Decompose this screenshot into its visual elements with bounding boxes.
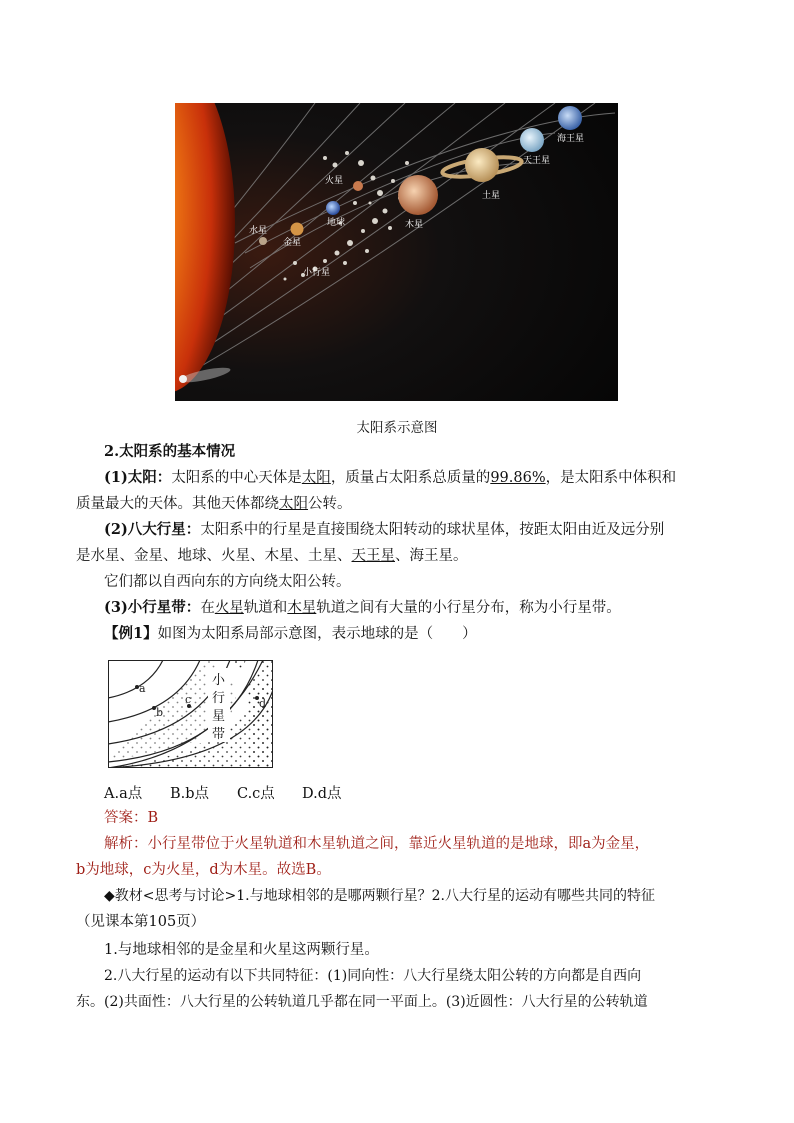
- venus: [291, 223, 304, 236]
- diagram-point-c: c: [185, 693, 192, 706]
- label-mars: 火星: [325, 176, 344, 186]
- para-asteroid-belt: (3)小行星带：在火星轨道和木星轨道之间有大量的小行星分布，称为小行星带。: [104, 599, 621, 616]
- para-sun-line1: (1)太阳：太阳系的中心天体是太阳，质量占太阳系总质量的99.86%，是太阳系中体积和: [104, 469, 677, 486]
- label-uranus: 天王星: [523, 156, 551, 166]
- label-asteroid: 小行星: [303, 268, 331, 278]
- option-c: C.c点: [237, 786, 275, 802]
- para-revolution: 它们都以自西向东的方向绕太阳公转。: [104, 574, 351, 590]
- blank-sun-2: 太阳: [279, 496, 308, 512]
- para-planets-line1: (2)八大行星：太阳系中的行星是直接围绕太阳转动的球状星体，按距太阳由近及远分别: [104, 521, 665, 538]
- answer-text: 答案：B: [104, 810, 159, 826]
- textbook-answer2-line2: 东。(2)共面性：八大行星的公转轨道几乎都在同一平面上。(3)近圆性：八大行星的公转轨道: [76, 994, 648, 1010]
- band-char-3: 星: [212, 709, 226, 724]
- label-venus: 金星: [283, 238, 302, 248]
- blank-jupiter: 木星: [287, 600, 317, 616]
- label-jupiter: 木星: [405, 220, 424, 230]
- mercury: [259, 237, 267, 245]
- neptune: [558, 106, 582, 130]
- textbook-answer1: 1.与地球相邻的是金星和火星这两颗行星。: [104, 942, 379, 958]
- label-earth: 地球: [327, 218, 346, 228]
- section-heading: 2.太阳系的基本情况: [104, 443, 236, 460]
- option-a: A.a点: [104, 786, 143, 802]
- orbit-diagram: [108, 660, 273, 768]
- diagram-point-a: a: [139, 682, 146, 695]
- para-sun-line2: 质量最大的天体。其他天体都绕太阳公转。: [76, 496, 352, 512]
- label-neptune: 海王星: [557, 134, 585, 144]
- label-saturn: 土星: [482, 191, 501, 201]
- band-char-4: 带: [212, 727, 226, 742]
- example-tag: 【例1】: [104, 625, 158, 642]
- blank-uranus: 天王星: [351, 548, 395, 564]
- option-d: D.d点: [302, 786, 342, 802]
- earth: [326, 201, 340, 215]
- blank-mars: 火星: [214, 600, 244, 616]
- diagram-point-b: b: [156, 706, 164, 719]
- analysis-line1: 解析：小行星带位于火星轨道和木星轨道之间，靠近火星轨道的是地球，即a为金星，: [104, 836, 650, 852]
- jupiter: [398, 175, 438, 215]
- para-planets-line2: 是水星、金星、地球、火星、木星、土星、天王星、海王星。: [76, 548, 468, 564]
- para-sun-lead: (1)太阳：: [104, 469, 172, 486]
- textbook-question-line1: ◆教材<思考与讨论>1.与地球相邻的是哪两颗行星？2.八大行星的运动有哪些共同的特征: [104, 888, 655, 904]
- analysis-line2: b为地球，c为火星，d为木星。故选B。: [76, 862, 331, 878]
- solar-system-figure: [175, 103, 618, 401]
- uranus: [520, 128, 544, 152]
- blank-sun: 太阳: [301, 470, 331, 486]
- figure-caption: 太阳系示意图: [356, 420, 438, 436]
- mars: [353, 181, 363, 191]
- band-char-1: 小: [212, 673, 226, 688]
- para-planets-lead: (2)八大行星：: [104, 521, 201, 538]
- diagram-point-d: d: [259, 697, 267, 710]
- para-asteroid-lead: (3)小行星带：: [104, 599, 201, 616]
- textbook-question-line2: （见课本第105页）: [76, 914, 206, 930]
- textbook-answer2-line1: 2.八大行星的运动有以下共同特征：(1)同向性：八大行星绕太阳公转的方向都是自西向: [104, 968, 642, 984]
- label-mercury: 水星: [249, 226, 268, 236]
- blank-mass-percent: 99.86%: [490, 470, 546, 486]
- example-question: 【例1】如图为太阳系局部示意图，表示地球的是（ ）: [104, 625, 477, 642]
- space-background: [175, 103, 618, 401]
- band-char-2: 行: [212, 691, 226, 706]
- option-b: B.b点: [170, 786, 210, 802]
